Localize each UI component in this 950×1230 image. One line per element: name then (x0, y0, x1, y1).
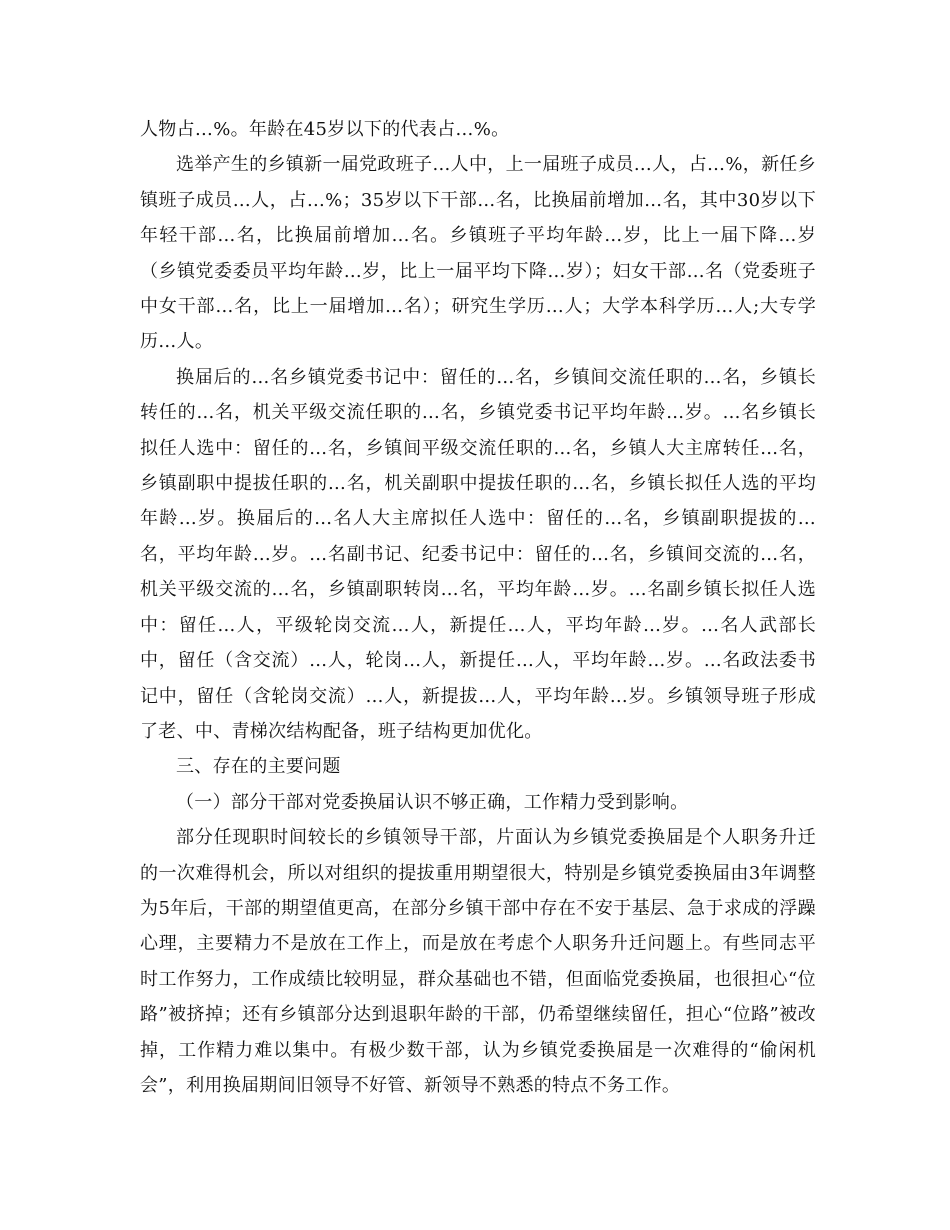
paragraph-new-team-stats: 选举产生的乡镇新一届党政班子…人中，上一届班子成员…人，占…%，新任乡镇班子成员…人，占…%；35岁以下干部…名，比换届前增加…名，其中30岁以下年轻干部…名，比换届前增加…名。乡镇班子平均年龄…岁，比上一届下降…岁（乡镇党委委员平均年龄…岁，比上一届平均下降…岁）；妇女干部…名（党委班子中女干部…名，比上一届增加…名）；研究生学历…人；大学本科学历…人;大专学历…人。 (140, 154, 816, 353)
document-page (140, 112, 816, 1103)
paragraph-secretary-stats: 换届后的…名乡镇党委书记中：留任的…名，乡镇间交流任职的…名，乡镇长转任的…名，机关平级交流任职的…名，乡镇党委书记平均年龄…岁。…名乡镇长拟任人选中：留任的…名，乡镇间平级交流任职的…名，乡镇人大主席转任…名，乡镇副职中提拔任职的…名，机关副职中提拔任职的…名，乡镇长拟任人选的平均年龄…岁。换届后的…名人大主席拟任人选中：留任的…名，乡镇副职提拔的…名，平均年龄…岁。…名副书记、纪委书记中：留任的…名，乡镇间交流的…名，机关平级交流的…名，乡镇副职转岗…名，平均年龄…岁。…名副乡镇长拟任人选中：留任…人，平级轮岗交流…人，新提任…人，平均年龄…岁。…名人武部长中，留任（含交流）…人，轮岗…人，新提任…人，平均年龄…岁。…名政法委书记中，留任（含轮岗交流）…人，新提拔…人，平均年龄…岁。乡镇领导班子形成了老、中、青梯次结构配备，班子结构更加优化。 (140, 366, 816, 742)
paragraph-problem-description: 部分任现职时间较长的乡镇领导干部，片面认为乡镇党委换届是个人职务升迁的一次难得机会，所以对组织的提拔重用期望很大，特别是乡镇党委换届由3年调整为5年后，干部的期望值更高，在部分乡镇干部中存在不安于基层、急于求成的浮躁心理，主要精力不是放在工作上，而是放在考虑个人职务升迁问题上。有些同志平时工作努力，工作成绩比较明显，群众基础也不错，但面临党委换届，也很担心“位路”被挤掉；还有乡镇部分达到退职年龄的干部，仍希望继续留任，担心“位路”被改掉，工作精力难以集中。有极少数干部，认为乡镇党委换届是一次难得的“偷闲机会”，利用换届期间旧领导不好管、新领导不熟悉的特点不务工作。 (140, 827, 816, 1096)
subsection-heading-1: （一）部分干部对党委换届认识不够正确，工作精力受到影响。 (176, 791, 689, 813)
section-heading-main-problems: 三、存在的主要问题 (176, 756, 341, 778)
paragraph-continuation: 人物占…%。年龄在45岁以下的代表占…%。 (140, 119, 510, 140)
